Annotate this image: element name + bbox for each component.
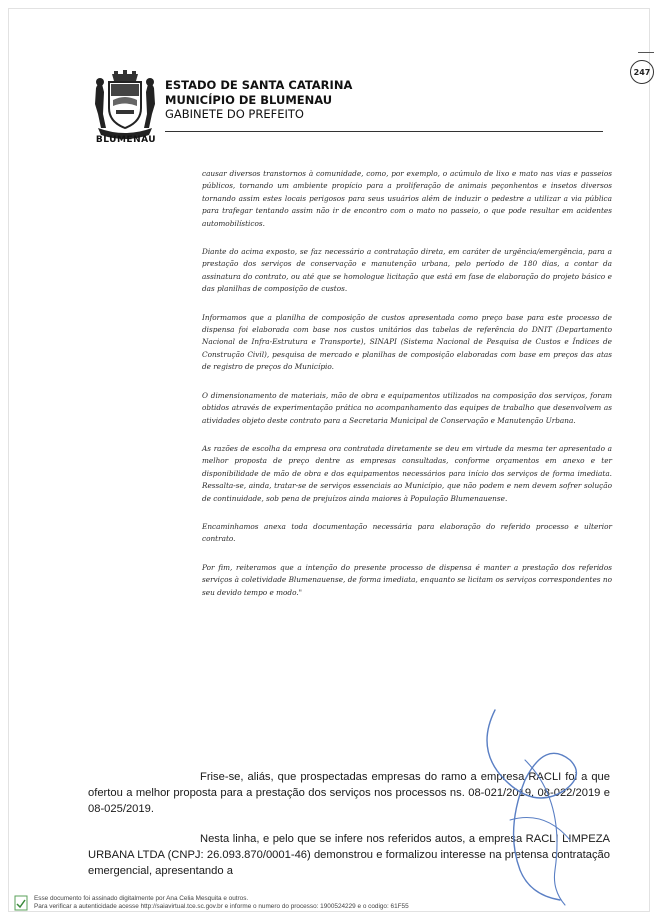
logo-name: BLUMENAU	[95, 135, 157, 145]
letterhead-office: GABINETE DO PREFEITO	[165, 107, 304, 121]
quoted-text-block	[202, 168, 612, 615]
quote-paragraph: Por fim, reiteramos que a intenção do presente processo de dispensa é manter a prestação dos referidos serviços à coletividade Blumenauense, de forma imediata, enquanto se licitam os serviços correspondentes no seu devido tempo e modo."	[202, 562, 612, 597]
quote-paragraph: Encaminhamos anexa toda documentação necessária para elaboração do referido processo e ulterior contrato.	[202, 521, 612, 544]
footer-verify-line: Para verificar a autenticidade acesse http://saiavirtual.tce.sc.gov.br e informe o numero do processo: 1900524229 e o codigo: 61F55	[34, 903, 409, 910]
footer-signed-line: Esse documento foi assinado digitalmente por Ana Celia Mesquita e outros.	[34, 895, 249, 902]
header-rule	[165, 131, 603, 132]
digital-signature-icon	[14, 895, 28, 911]
body-paragraph: Nesta linha, e pelo que se infere nos referidos autos, a empresa RACLI LIMPEZA URBANA LTDA (CNPJ: 26.093.870/0001-46) demonstrou e formalizou interesse na pretensa contratação emergencial, apresentando a	[88, 833, 610, 877]
quote-paragraph: Informamos que a planilha de composição de custos apresentada como preço base para este processo de dispensa foi elaborada com base nos custos unitários das tabelas de referência do DNIT (Departamento Nacional de Infra-Estrutura e Transporte), SINAPI (Sistema Nacional de Pesquisa de Custos e Índices de Construção Civil), pesquisa de mercado e planilhas de composição elaboradas com base em preços das atas de registro de preços do Município.	[202, 312, 612, 372]
footer-text	[34, 895, 409, 911]
body-paragraph: Frise-se, aliás, que prospectadas empresas do ramo a empresa RACLI foi a que ofertou a melhor proposta para a prestação dos serviços nos processos ns. 08-021/2019, 08-022/2019 e 08-025/2019.	[88, 771, 610, 815]
signature-footer	[8, 893, 648, 913]
page-number-stamp: 247	[630, 60, 654, 84]
letterhead-municipality: MUNICÍPIO DE BLUMENAU	[165, 92, 333, 107]
body-text	[88, 769, 610, 893]
quote-paragraph: causar diversos transtornos à comunidade, como, por exemplo, o acúmulo de lixo e mato nas vias e passeios públicos, tornando um ambiente propício para a proliferação de animais peçonhentos e insetos diversos tornando assim estes locais perigosos para seus usuários além de induzir o pedestre a utilizar a via pública para trafegar tentando assim não ir de encontro com o mato no passeio, o que pode resultar em acidentes automobilísticos.	[202, 169, 612, 228]
quote-paragraph: Diante do acima exposto, se faz necessário a contratação direta, em caráter de urgência/emergência, para a prestação dos serviços de conservação e manutenção urbana, pelo período de 180 dias, a contar da assinatura do contrato, ou até que se homologue licitação que está em fase de elaboração do projeto básico e das planilhas de composição de custos.	[202, 247, 612, 294]
letterhead	[165, 78, 352, 122]
quote-paragraph: O dimensionamento de materiais, mão de obra e equipamentos utilizados na composição dos serviços, foram obtidos através de experimentação prática no acompanhamento das equipes de trabalho que desenvolvem as atividades objeto deste contrato para a Secretaria Municipal de Conservação e Manutenção Urbana.	[202, 390, 612, 425]
letterhead-state: ESTADO DE SANTA CATARINA	[165, 78, 353, 92]
quote-paragraph: As razões de escolha da empresa ora contratada diretamente se deu em virtude da mesma ter apresentado a melhor proposta de preço dentre as empresas consultadas, conforme orçamentos em anexo e ter disponibilidade de mão de obra e dos equipamentos necessários para início dos serviços de forma imediata. Ressalta-se, ainda, tratar-se de serviços essenciais ao Município, que não podem e nem devem sofrer solução de continuidade, sob pena de prejuízos ainda maiores à População Blumenauense.	[202, 443, 612, 503]
stamp-mark	[638, 52, 654, 59]
